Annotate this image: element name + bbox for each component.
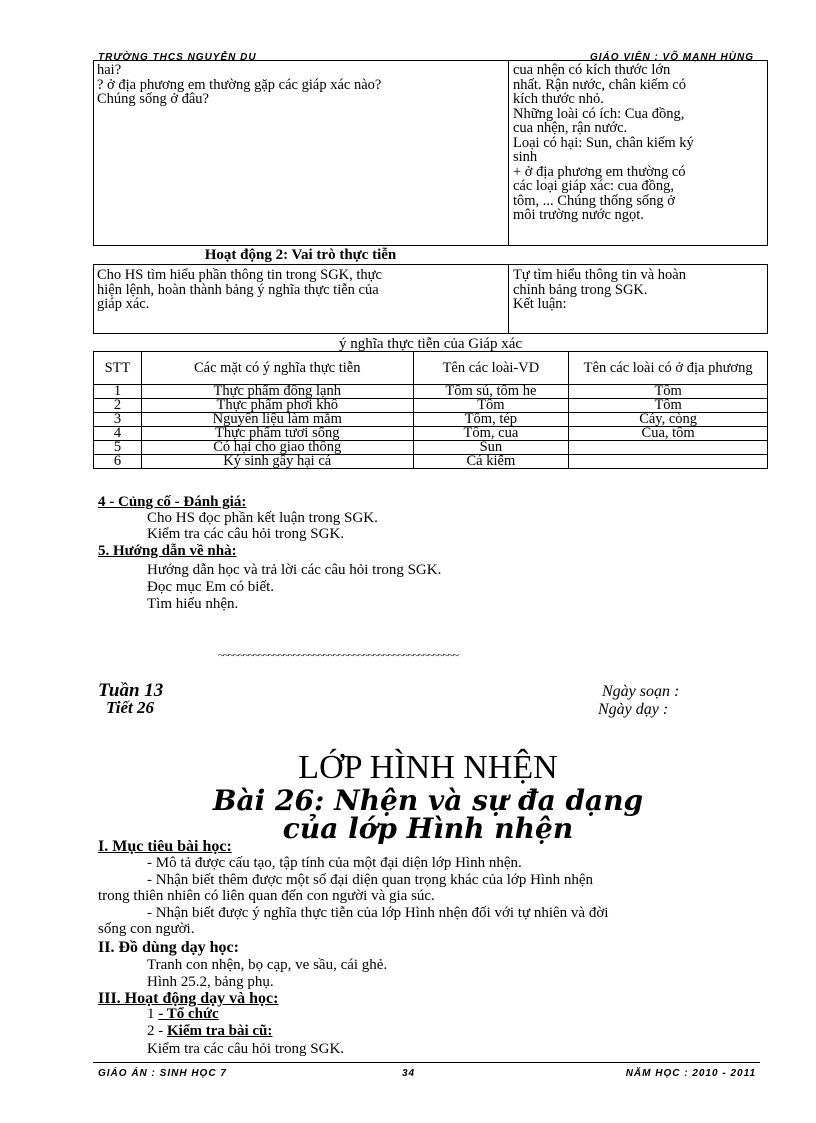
objectives-line: - Mô tả được cấu tạo, tập tính của một đại diện lớp Hình nhện. — [147, 855, 522, 871]
table-row: 4 Thực phẩm tươi sống Tôm, cua Cua, tôm — [94, 427, 768, 441]
activity-item-check-line: Kiểm tra các câu hỏi trong SGK. — [147, 1041, 345, 1057]
period-label: Tiết 26 — [106, 698, 154, 717]
materials-line: Tranh con nhện, bọ cạp, ve sầu, cái ghẻ. — [147, 957, 388, 973]
date-prepared: Ngày soạn : — [602, 683, 680, 700]
header-school: TRƯỜNG THCS NGUYỄN DU — [98, 52, 257, 63]
activities-heading: III. Hoạt động dạy và học: — [98, 990, 279, 1007]
consolidate-line: Kiểm tra các câu hỏi trong SGK. — [147, 526, 345, 542]
week-label: Tuần 13 — [98, 680, 164, 701]
table-row: 5 Có hại cho giao thông Sun — [94, 441, 768, 455]
header-teacher: GIÁO VIÊN : VÕ MẠNH HÙNG — [589, 52, 754, 63]
activity2-left: Cho HS tìm hiểu phần thông tin trong SGK, thực hiện lệnh, hoàn thành bảng ý nghĩa thực tiễn của giáp xác. — [97, 268, 382, 312]
table-row: 6 Ký sinh gây hại cá Cá kiếm — [94, 455, 768, 469]
activity2-title: Hoạt động 2: Vai trò thực tiễn — [204, 247, 397, 263]
table-header-row — [94, 352, 768, 385]
table-row: 2 Thực phẩm phơi khô Tôm Tôm — [94, 399, 768, 413]
header-cell: Tên các loài có ở địa phương — [569, 352, 768, 385]
activity-item-organize: 1 - Tổ chức — [147, 1006, 219, 1022]
footer-page-number: 34 — [402, 1068, 416, 1079]
homework-heading: 5. Hướng dẫn về nhà: — [98, 543, 237, 559]
header-cell: Các mặt có ý nghĩa thực tiễn — [141, 352, 413, 385]
lesson-title-line1: Bài 26: Nhện và sự đa dạng — [212, 784, 644, 817]
materials-heading: II. Đồ dùng dạy học: — [98, 939, 239, 956]
activity2-right: Tự tìm hiểu thông tin và hoàn chỉnh bảng trong SGK. Kết luận: — [513, 268, 686, 312]
objectives-line: - Nhận biết thêm được một số đại diện quan trọng khác của lớp Hình nhện — [147, 872, 593, 888]
objectives-line: - Nhận biết được ý nghĩa thực tiễn của lớp Hình nhện đối với tự nhiên và đời — [147, 905, 609, 921]
materials-line: Hình 25.2, bảng phụ. — [147, 974, 274, 990]
table-row: 3 Nguyên liệu làm mắm Tôm, tép Cáy, còng — [94, 413, 768, 427]
header-cell: Tên các loài-VD — [413, 352, 569, 385]
objectives-line: sống con người. — [98, 921, 195, 937]
homework-line: Hướng dẫn học và trả lời các câu hỏi trong SGK. — [147, 562, 442, 578]
meaning-table — [93, 351, 768, 469]
activity-item-check: 2 - Kiểm tra bài cũ: — [147, 1023, 273, 1039]
homework-line: Đọc mục Em có biết. — [147, 579, 275, 595]
class-title: LỚP HÌNH NHỆN — [298, 749, 558, 786]
footer-right: NĂM HỌC : 2010 - 2011 — [625, 1068, 756, 1079]
tilde-divider: ~~~~~~~~~~~~~~~~~~~~~~~~~~~~~~~~~~~~~~~~~~~~~~~~ — [218, 648, 458, 662]
top-table-right: cua nhện có kích thước lớn nhất. Rận nước, chân kiếm có kích thước nhỏ. Những loài có ích: Cua đồng, cua nhện, rận nước. Loại có hại: Sun, chân kiếm ký sinh + ở địa phương em thường có các loại giáp xác: cua đồng, tôm, ... Chúng thống sống ở môi trường nước ngọt. — [513, 63, 694, 223]
footer-rule — [93, 1062, 760, 1063]
footer-left: GIÁO ÁN : SINH HỌC 7 — [98, 1068, 227, 1079]
consolidate-heading: 4 - Củng cố - Đánh giá: — [98, 494, 247, 510]
top-table-left: hai? ? ở địa phương em thường gặp các giáp xác nào? Chúng sống ở đâu? — [97, 63, 382, 107]
objectives-line: trong thiên nhiên có liên quan đến con người và gia súc. — [98, 888, 435, 904]
homework-line: Tìm hiểu nhện. — [147, 596, 239, 612]
meaning-table-caption: ý nghĩa thực tiễn của Giáp xác — [338, 336, 523, 352]
header-cell: STT — [94, 352, 142, 385]
date-taught: Ngày dạy : — [598, 701, 669, 718]
objectives-heading: I. Mục tiêu bài học: — [98, 838, 232, 855]
table-row: 1 Thực phẩm đông lạnh Tôm sú, tôm he Tôm — [94, 385, 768, 399]
consolidate-line: Cho HS đọc phần kết luận trong SGK. — [147, 510, 378, 526]
lesson-title-line2: của lớp Hình nhện — [282, 812, 574, 845]
